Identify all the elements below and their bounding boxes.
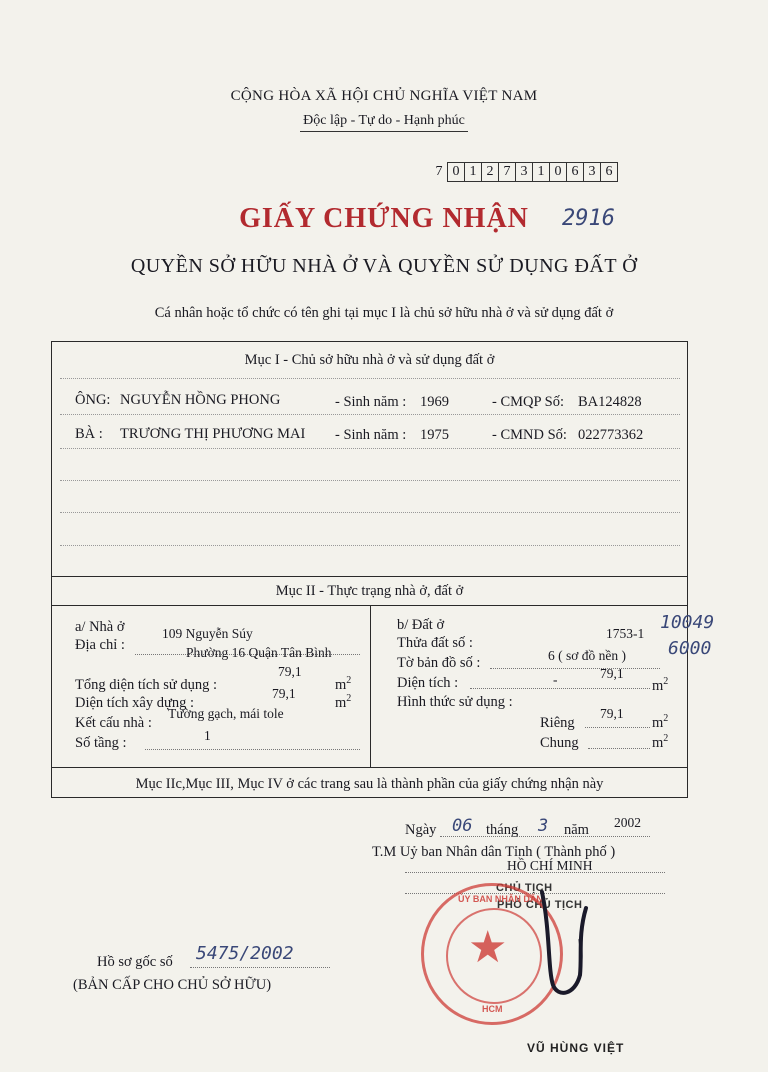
- date-year-label: năm: [564, 822, 589, 838]
- unit-m: m: [335, 676, 347, 693]
- document-subtitle: QUYỀN SỞ HỮU NHÀ Ở VÀ QUYỀN SỬ DỤNG ĐẤT Ở: [130, 255, 638, 277]
- date-day-label: Ngày: [405, 822, 437, 838]
- dotted-line: [190, 967, 330, 968]
- address-line-1: 109 Nguyễn Súy: [162, 626, 253, 641]
- parcel-value: 1753-1: [606, 626, 645, 641]
- dotted-line: [490, 668, 660, 669]
- floors-value: 1: [204, 728, 211, 743]
- owner-2-name: TRƯƠNG THỊ PHƯƠNG MAI: [120, 426, 306, 442]
- shared-unit: $m^2$: [652, 733, 669, 751]
- dotted-line: [60, 378, 680, 379]
- parcel-handwritten-note: 10049: [660, 612, 715, 633]
- serial-digit: 6: [600, 162, 618, 182]
- document-title: GIẤY CHỨNG NHẬN: [239, 203, 529, 234]
- owner-2-label: BÀ :: [75, 426, 103, 442]
- unit-m: m: [652, 714, 664, 731]
- serial-prefix: 7: [435, 164, 443, 179]
- owner-1-birth-label: - Sinh năm :: [335, 394, 407, 410]
- seal-top-text: ỦY BAN NHÂN DÂN: [458, 894, 543, 904]
- total-area-unit: $m^2$: [335, 675, 352, 693]
- house-label: a/ Nhà ở: [75, 619, 125, 635]
- unit-m: m: [335, 694, 347, 711]
- section-divider: [51, 767, 688, 768]
- built-area-value: 79,1: [272, 686, 296, 701]
- motto-underline: [300, 131, 468, 132]
- unit-m: m: [652, 677, 664, 694]
- private-unit: $m^2$: [652, 713, 669, 731]
- owner-2-id-label: - CMND Số:: [492, 427, 567, 443]
- dotted-line: [405, 872, 665, 873]
- owner-2-birth-year: 1975: [420, 427, 449, 443]
- built-area-unit: $m^2$: [335, 693, 352, 711]
- section-2-heading: Mục II - Thực trạng nhà ở, đất ở: [275, 583, 464, 599]
- record-value: 5475/2002: [196, 943, 294, 964]
- dotted-line: [60, 448, 680, 449]
- date-day: 06: [452, 816, 473, 836]
- map-label: Tờ bản đồ số :: [397, 655, 481, 671]
- record-label: Hồ sơ gốc số: [97, 954, 173, 970]
- dotted-line: [440, 836, 650, 837]
- title-handwritten-number: 2916: [562, 206, 615, 231]
- serial-digit: 0: [549, 162, 567, 182]
- serial-digit: 1: [464, 162, 482, 182]
- shared-label: Chung: [540, 735, 579, 751]
- chairman-title: CHỦ TỊCH: [496, 882, 553, 894]
- owner-1-id-value: BA124828: [578, 394, 642, 410]
- section-note: Mục IIc,Mục III, Mục IV ở các trang sau là thành phần của giấy chứng nhận này: [135, 776, 604, 792]
- address-label: Địa chỉ :: [75, 637, 125, 653]
- dotted-line: [60, 545, 680, 546]
- owner-1-name: NGUYỄN HỒNG PHONG: [120, 392, 281, 408]
- seal-star-icon: ★: [468, 923, 508, 972]
- floors-label: Số tầng :: [75, 735, 127, 751]
- total-area-value: 79,1: [278, 664, 302, 679]
- serial-digit: 1: [532, 162, 550, 182]
- owner-2-birth-label: - Sinh năm :: [335, 427, 407, 443]
- owner-1-label: ÔNG:: [75, 392, 111, 408]
- usage-label: Hình thức sử dụng :: [397, 694, 513, 710]
- serial-digit: 7: [498, 162, 516, 182]
- dotted-line: [60, 512, 680, 513]
- date-month-label: tháng: [486, 822, 519, 838]
- serial-digit: 2: [481, 162, 499, 182]
- map-handwritten-note: 6000: [668, 638, 712, 659]
- intro-text: Cá nhân hoặc tổ chức có tên ghi tại mục I là chủ sở hữu nhà ở và sử dụng đất ở: [154, 305, 614, 321]
- private-value: 79,1: [600, 706, 624, 721]
- date-month: 3: [538, 816, 549, 836]
- land-area-unit: $m^2$: [652, 676, 669, 694]
- structure-label: Kết cấu nhà :: [75, 715, 152, 731]
- national-motto: Độc lập - Tự do - Hạnh phúc: [303, 113, 465, 128]
- dotted-line: [60, 480, 680, 481]
- dotted-line: [585, 727, 650, 728]
- parcel-label: Thửa đất số :: [397, 635, 473, 651]
- map-value: 6 ( sơ đồ nền ): [548, 648, 627, 663]
- land-area-dash: -: [553, 672, 558, 687]
- serial-digit: 6: [566, 162, 584, 182]
- dotted-line: [60, 414, 680, 415]
- copy-note: (BẢN CẤP CHO CHỦ SỞ HỮU): [73, 977, 272, 993]
- authority-city: HỒ CHÍ MINH: [507, 858, 593, 873]
- serial-number: [430, 162, 618, 182]
- vice-chairman-title: PHÓ CHỦ TỊCH: [497, 899, 583, 911]
- date-year: 2002: [614, 815, 641, 830]
- national-title: CỘNG HÒA XÃ HỘI CHỦ NGHĨA VIỆT NAM: [230, 88, 538, 104]
- authority-line: T.M Uỷ ban Nhân dân Tỉnh ( Thành phố ): [372, 844, 616, 860]
- dotted-line: [588, 748, 650, 749]
- owner-2-id-value: 022773362: [578, 427, 644, 443]
- dotted-line: [145, 749, 360, 750]
- unit-m: m: [652, 734, 664, 751]
- owner-1-id-label: - CMQP Số:: [492, 394, 564, 410]
- signer-name: VŨ HÙNG VIỆT: [527, 1041, 625, 1055]
- signature: [520, 880, 610, 1010]
- dotted-line: [470, 688, 650, 689]
- serial-digit: 3: [515, 162, 533, 182]
- total-area-label: Tổng diện tích sử dụng :: [75, 677, 217, 693]
- built-area-label: Diện tích xây dựng :: [75, 695, 195, 711]
- section-1-heading: Mục I - Chủ sở hữu nhà ở và sử dụng đất ở: [244, 352, 495, 368]
- serial-digit: 0: [447, 162, 465, 182]
- structure-value: Tường gạch, mái tole: [168, 706, 284, 721]
- column-divider: [370, 605, 371, 767]
- land-label: b/ Đất ở: [397, 617, 445, 633]
- private-label: Riêng: [540, 715, 575, 731]
- land-area-label: Diện tích :: [397, 675, 459, 691]
- seal-bottom-text: HCM: [482, 1004, 503, 1014]
- section-divider: [51, 576, 688, 577]
- land-area-value: 79,1: [600, 666, 624, 681]
- serial-digit: 3: [583, 162, 601, 182]
- address-line-2: Phường 16 Quận Tân Bình: [186, 645, 332, 660]
- owner-1-birth-year: 1969: [420, 394, 449, 410]
